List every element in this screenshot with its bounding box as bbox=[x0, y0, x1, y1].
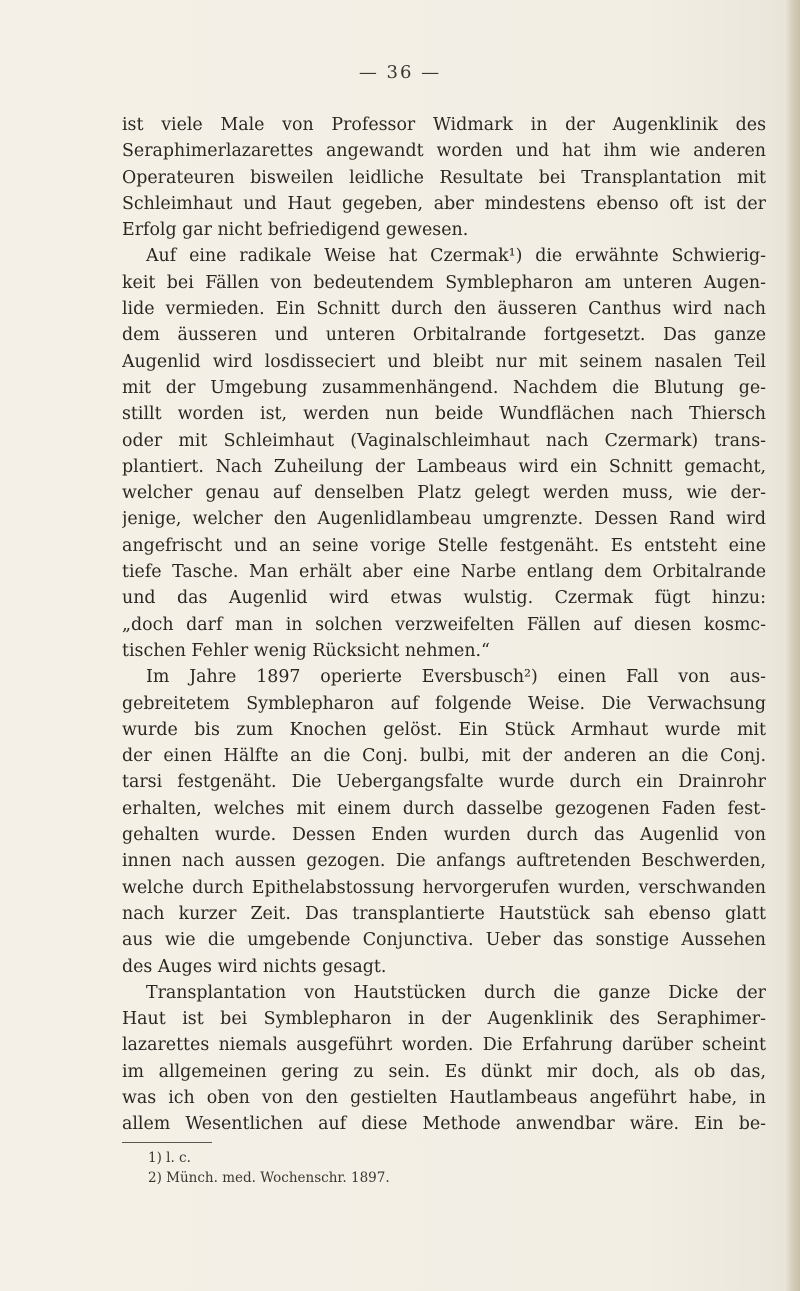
text-line: innen nach aussen gezogen. Die anfangs auftretenden Beschwerden, bbox=[122, 851, 766, 872]
text-line: Im Jahre 1897 operierte Eversbusch²) einen Fall von aus- bbox=[146, 667, 766, 688]
text-line: stillt worden ist, werden nun beide Wundflächen nach Thiersch bbox=[122, 404, 766, 425]
text-line: wurde bis zum Knochen gelöst. Ein Stück Armhaut wurde mit bbox=[122, 719, 766, 740]
text-line: oder mit Schleimhaut (Vaginalschleimhaut nach Czermark) trans- bbox=[122, 430, 766, 451]
text-line: gebreitetem Symblepharon auf folgende Weise. Die Verwachsung bbox=[122, 693, 766, 714]
text-line: Auf eine radikale Weise hat Czermak¹) die erwähnte Schwierig- bbox=[146, 246, 766, 267]
text-line: Schleimhaut und Haut gegeben, aber mindestens ebenso oft ist der bbox=[122, 193, 766, 214]
text-line: des Auges wird nichts gesagt. bbox=[122, 956, 387, 977]
footnote-2: 2) Münch. med. Wochenschr. 1897. bbox=[148, 1170, 390, 1186]
text-line: lazarettes niemals ausgeführt worden. Die Erfahrung darüber scheint bbox=[122, 1035, 766, 1056]
text-line: im allgemeinen gering zu sein. Es dünkt mir doch, als ob das, bbox=[122, 1061, 766, 1082]
text-line: Operateuren bisweilen leidliche Resultate bei Transplantation mit bbox=[122, 167, 766, 188]
text-line: welche durch Epithelabstossung hervorgerufen wurden, verschwanden bbox=[122, 877, 766, 898]
text-line: der einen Hälfte an die Conj. bulbi, mit der anderen an die Conj. bbox=[122, 746, 766, 767]
text-line: Erfolg gar nicht befriedigend gewesen. bbox=[122, 220, 469, 241]
text-line: aus wie die umgebende Conjunctiva. Ueber das sonstige Aussehen bbox=[122, 930, 766, 951]
text-line: tiefe Tasche. Man erhält aber eine Narbe entlang dem Orbitalrande bbox=[122, 562, 766, 583]
text-line: welcher genau auf denselben Platz gelegt werden muss, wie der- bbox=[122, 483, 766, 504]
text-line: keit bei Fällen von bedeutendem Symblepharon am unteren Augen- bbox=[122, 272, 766, 293]
text-line: jenige, welcher den Augenlidlambeau umgrenzte. Dessen Rand wird bbox=[122, 509, 766, 530]
text-line: ist viele Male von Professor Widmark in der Augenklinik des bbox=[122, 115, 766, 135]
text-line: und das Augenlid wird etwas wulstig. Czermak fügt hinzu: bbox=[122, 588, 766, 609]
text-line: angefrischt und an seine vorige Stelle festgenäht. Es entsteht eine bbox=[122, 535, 766, 556]
text-line: dem äusseren und unteren Orbitalrande fortgesetzt. Das ganze bbox=[122, 325, 766, 346]
text-line: tarsi festgenäht. Die Uebergangsfalte wurde durch ein Drainrohr bbox=[122, 772, 766, 793]
text-line: erhalten, welches mit einem durch dasselbe gezogenen Faden fest- bbox=[122, 798, 766, 819]
text-line: gehalten wurde. Dessen Enden wurden durch das Augenlid von bbox=[122, 825, 766, 846]
page-edge-shadow bbox=[786, 0, 800, 1291]
footnotes bbox=[148, 1148, 390, 1188]
text-line: Seraphimerlazarettes angewandt worden und hat ihm wie anderen bbox=[122, 141, 766, 162]
text-line: lide vermieden. Ein Schnitt durch den äusseren Canthus wird nach bbox=[122, 299, 766, 320]
text-line: was ich oben von den gestielten Hautlambeaus angeführt habe, in bbox=[122, 1087, 766, 1108]
text-line: nach kurzer Zeit. Das transplantierte Hautstück sah ebenso glatt bbox=[122, 903, 766, 924]
footnote-1: 1) l. c. bbox=[148, 1150, 191, 1166]
text-line: Transplantation von Hautstücken durch die ganze Dicke der bbox=[146, 982, 766, 1003]
text-line: plantiert. Nach Zuheilung der Lambeaus wird ein Schnitt gemacht, bbox=[122, 456, 766, 477]
footnote-divider bbox=[122, 1142, 212, 1143]
text-line: allem Wesentlichen auf diese Methode anwendbar wäre. Ein be- bbox=[122, 1114, 766, 1135]
text-line: „doch darf man in solchen verzweifelten Fällen auf diesen kosmc- bbox=[122, 614, 766, 635]
text-line: tischen Fehler wenig Rücksicht nehmen.“ bbox=[122, 640, 490, 661]
text-line: Augenlid wird losdisseciert und bleibt nur mit seinem nasalen Teil bbox=[122, 351, 766, 372]
text-line: Haut ist bei Symblepharon in der Augenklinik des Seraphimer- bbox=[122, 1009, 766, 1030]
page-number: — 36 — bbox=[358, 62, 442, 83]
body-text bbox=[122, 112, 766, 1138]
text-line: mit der Umgebung zusammenhängend. Nachdem die Blutung ge- bbox=[122, 377, 766, 398]
